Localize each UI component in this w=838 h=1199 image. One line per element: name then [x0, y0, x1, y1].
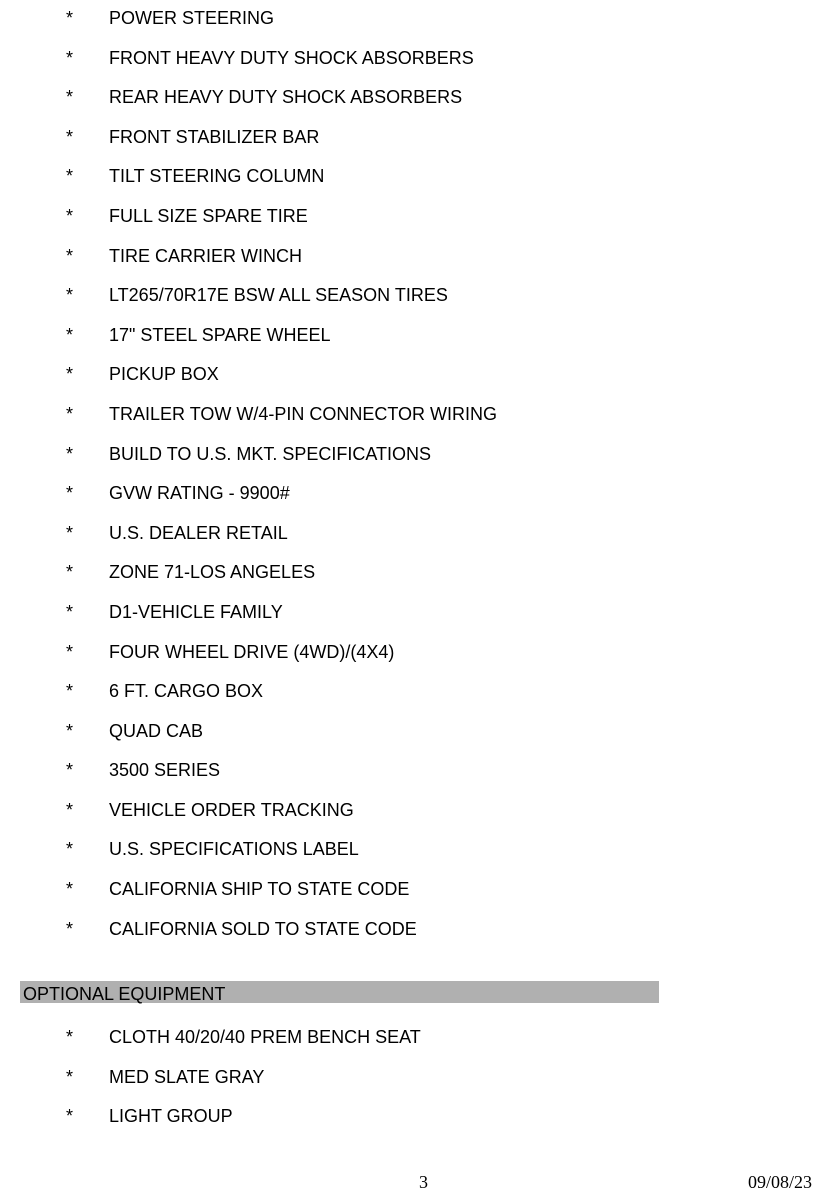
list-item-text: FOUR WHEEL DRIVE (4WD)/(4X4) — [109, 641, 395, 662]
footer-date: 09/08/23 — [747, 1172, 812, 1192]
optional-equipment-header: OPTIONAL EQUIPMENT — [20, 981, 659, 1003]
bullet-asterisk: * — [66, 324, 74, 345]
bullet-asterisk: * — [66, 799, 74, 820]
bullet-asterisk: * — [66, 364, 74, 385]
list-item-text: TIRE CARRIER WINCH — [109, 245, 302, 266]
list-item-text: 3500 SERIES — [109, 760, 221, 781]
bullet-asterisk: * — [66, 601, 74, 622]
bullet-asterisk: * — [66, 166, 74, 187]
list-item-text: LT265/70R17E BSW ALL SEASON TIRES — [109, 285, 448, 306]
bullet-asterisk: * — [66, 720, 74, 741]
list-item-text: ZONE 71-LOS ANGELES — [109, 562, 316, 583]
bullet-asterisk: * — [66, 641, 74, 662]
list-item-text: LIGHT GROUP — [109, 1106, 233, 1127]
list-item-text: 17" STEEL SPARE WHEEL — [109, 324, 331, 345]
bullet-asterisk: * — [66, 879, 74, 900]
bullet-asterisk: * — [66, 403, 74, 424]
bullet-asterisk: * — [66, 681, 74, 702]
list-item-text: PICKUP BOX — [109, 364, 219, 385]
list-item-text: CALIFORNIA SOLD TO STATE CODE — [109, 918, 417, 939]
bullet-asterisk: * — [66, 1066, 74, 1087]
bullet-asterisk: * — [66, 483, 74, 504]
list-item-text: CLOTH 40/20/40 PREM BENCH SEAT — [109, 1027, 421, 1047]
list-item-text: REAR HEAVY DUTY SHOCK ABSORBERS — [109, 87, 463, 108]
list-item-text: 6 FT. CARGO BOX — [109, 681, 264, 702]
list-item-text: QUAD CAB — [109, 720, 204, 741]
bullet-asterisk: * — [66, 87, 74, 108]
list-item-text: VEHICLE ORDER TRACKING — [109, 799, 354, 820]
list-item-text: BUILD TO U.S. MKT. SPECIFICATIONS — [109, 443, 432, 464]
bullet-asterisk: * — [66, 443, 74, 464]
list-item-text: MED SLATE GRAY — [109, 1066, 265, 1087]
list-item-text: FULL SIZE SPARE TIRE — [109, 205, 308, 226]
bullet-asterisk: * — [66, 47, 74, 68]
list-item-text: TILT STEERING COLUMN — [109, 166, 325, 187]
bullet-asterisk: * — [66, 126, 74, 147]
list-item-text: CALIFORNIA SHIP TO STATE CODE — [109, 879, 410, 900]
bullet-asterisk: * — [66, 760, 74, 781]
bullet-asterisk: * — [66, 285, 74, 306]
list-item-text: FRONT STABILIZER BAR — [109, 126, 320, 147]
bullet-asterisk: * — [66, 562, 74, 583]
bullet-asterisk: * — [66, 1106, 74, 1127]
bullet-asterisk: * — [66, 1027, 74, 1047]
list-item-text: POWER STEERING — [109, 8, 275, 28]
list-item-text: GVW RATING - 9900# — [109, 483, 290, 504]
bullet-asterisk: * — [66, 8, 74, 28]
list-item-text: U.S. DEALER RETAIL — [109, 522, 288, 543]
list-item-text: D1-VEHICLE FAMILY — [109, 601, 283, 622]
bullet-asterisk: * — [66, 205, 74, 226]
bullet-asterisk: * — [66, 245, 74, 266]
list-item-text: FRONT HEAVY DUTY SHOCK ABSORBERS — [109, 47, 474, 68]
bullet-asterisk: * — [66, 918, 74, 939]
list-item-text: U.S. SPECIFICATIONS LABEL — [109, 839, 359, 860]
bullet-asterisk: * — [66, 839, 74, 860]
page-number: 3 — [419, 1172, 428, 1192]
bullet-asterisk: * — [66, 522, 74, 543]
list-item-text: TRAILER TOW W/4-PIN CONNECTOR WIRING — [109, 403, 498, 424]
